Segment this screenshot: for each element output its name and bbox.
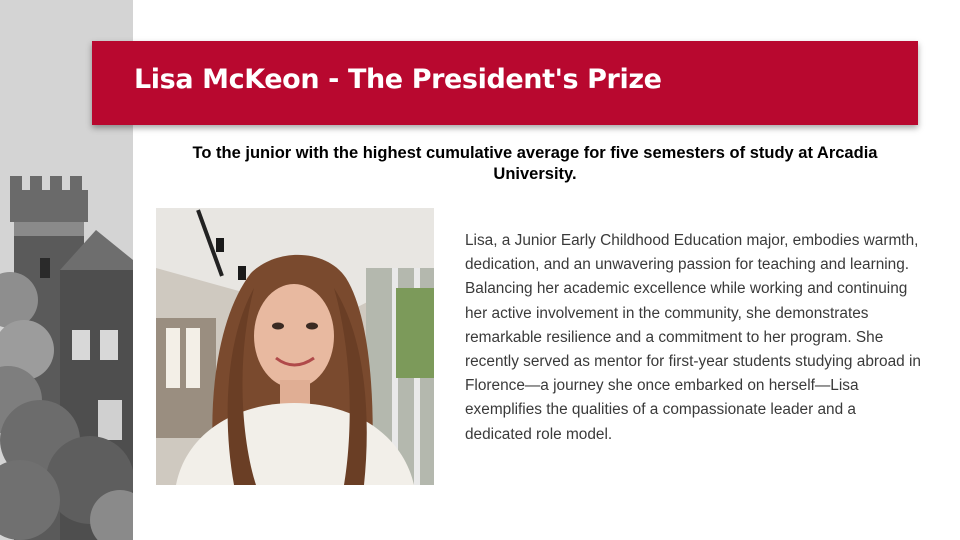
student-portrait-photo bbox=[156, 208, 434, 485]
title-banner bbox=[92, 41, 918, 125]
student-bio: Lisa, a Junior Early Childhood Education major, embodies warmth, dedication, and an unwavering passion for teaching and learning. Balancing her academic excellence while working and continuing her active involvement in the community, she demonstrates remarkable resilience and a commitment to her program. She recently served as mentor for first-year students studying abroad in Florence—a journey she once embarked on herself—Lisa exemplifies the qualities of a compassionate leader and a dedicated role model. bbox=[465, 232, 921, 443]
award-description: To the junior with the highest cumulative average for five semesters of study at Arcadia University. bbox=[192, 144, 878, 183]
slide-title: Lisa McKeon - The President's Prize bbox=[134, 64, 662, 95]
